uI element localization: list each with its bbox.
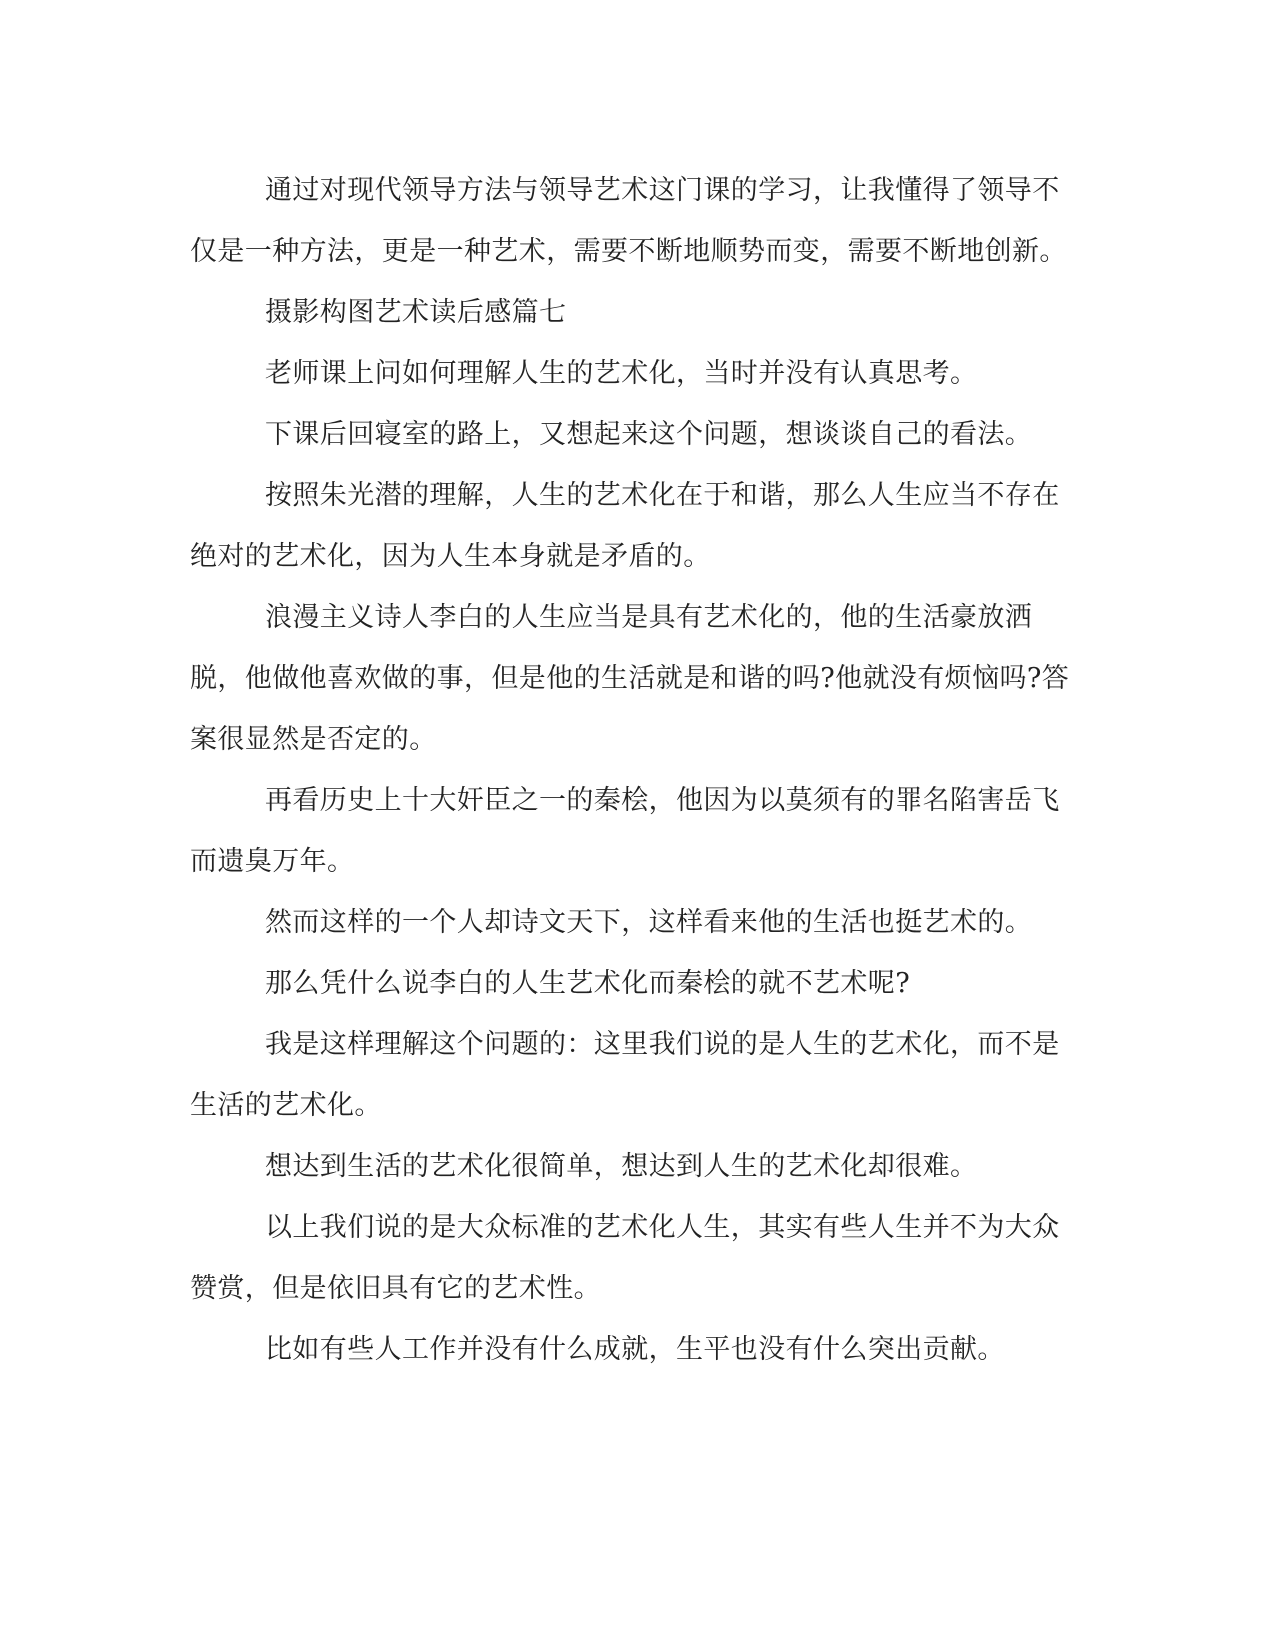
paragraph: 按照朱光潜的理解，人生的艺术化在于和谐，那么人生应当不存在绝对的艺术化，因为人生本身就是矛盾的。 bbox=[190, 480, 1060, 572]
paragraph: 老师课上问如何理解人生的艺术化，当时并没有认真思考。 bbox=[265, 358, 978, 389]
paragraph: 我是这样理解这个问题的：这里我们说的是人生的艺术化，而不是生活的艺术化。 bbox=[190, 1029, 1060, 1121]
paragraph: 比如有些人工作并没有什么成就，生平也没有什么突出贡献。 bbox=[265, 1334, 1005, 1365]
paragraph: 那么凭什么说李白的人生艺术化而秦桧的就不艺术呢? bbox=[265, 968, 911, 999]
paragraph: 以上我们说的是大众标准的艺术化人生，其实有些人生并不为大众赞赏，但是依旧具有它的艺术性。 bbox=[190, 1212, 1060, 1304]
paragraph: 再看历史上十大奸臣之一的秦桧，他因为以莫须有的罪名陷害岳飞而遗臭万年。 bbox=[190, 785, 1060, 877]
paragraph: 下课后回寝室的路上，又想起来这个问题，想谈谈自己的看法。 bbox=[265, 419, 1033, 450]
paragraph: 想达到生活的艺术化很简单，想达到人生的艺术化却很难。 bbox=[265, 1151, 978, 1182]
paragraph: 浪漫主义诗人李白的人生应当是具有艺术化的，他的生活豪放洒脱，他做他喜欢做的事，但是他的生活就是和谐的吗?他就没有烦恼吗?答案很显然是否定的。 bbox=[190, 602, 1070, 755]
paragraph: 然而这样的一个人却诗文天下，这样看来他的生活也挺艺术的。 bbox=[265, 907, 1033, 938]
document-body bbox=[190, 160, 1080, 1380]
paragraph-leadership-conclusion: 通过对现代领导方法与领导艺术这门课的学习，让我懂得了领导不仅是一种方法，更是一种艺术，需要不断地顺势而变，需要不断地创新。 bbox=[190, 175, 1067, 267]
section-heading: 摄影构图艺术读后感篇七 bbox=[265, 297, 567, 328]
